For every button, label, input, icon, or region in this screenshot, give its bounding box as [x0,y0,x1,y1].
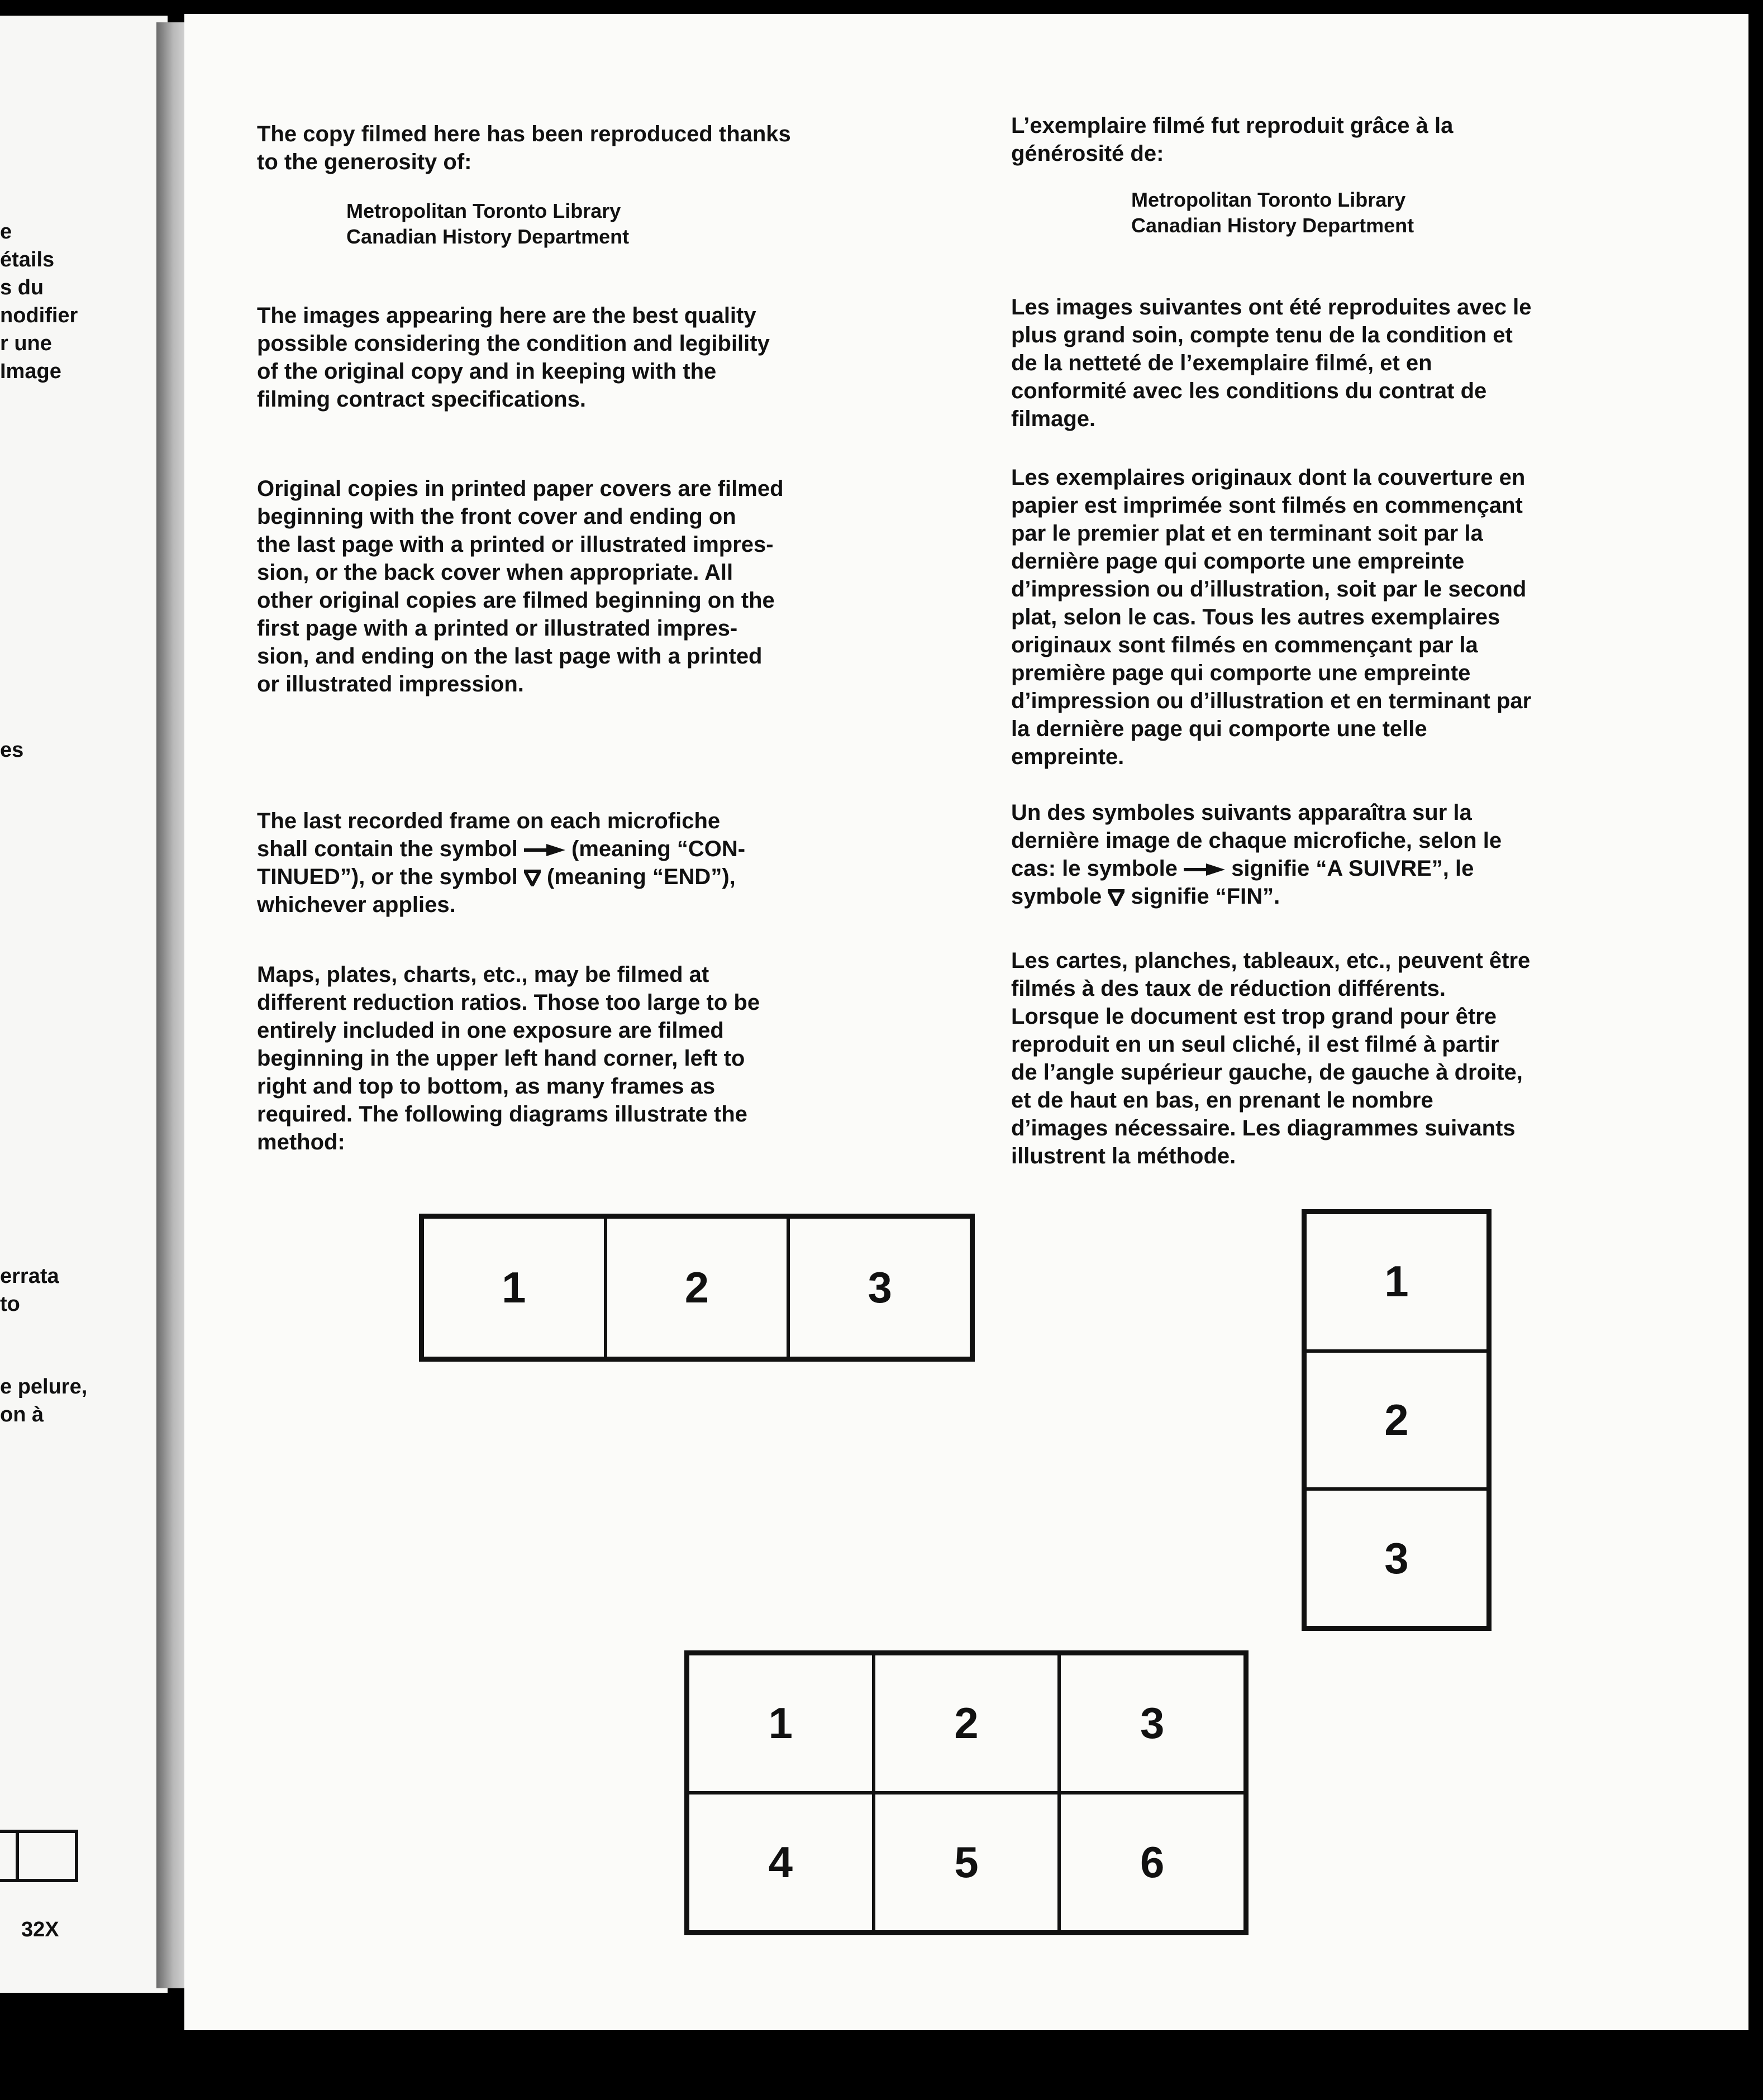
text-line: originaux sont filmés en commençant par la [1011,633,1478,657]
frame-cell: 2 [1305,1351,1488,1490]
french-originals-paragraph [1011,464,1531,771]
left-fragment-line: to [0,1292,20,1316]
text-span: shall contain the symbol [257,837,518,861]
text-line: whichever applies. [257,892,456,917]
text-line: dernière page qui comporte une empreinte [1011,549,1465,574]
text-line: la dernière page qui comporte une telle [1011,717,1427,741]
frame-cell: 4 [688,1793,874,1932]
english-originals-paragraph [257,475,784,698]
text-line [1011,855,1502,882]
text-line: plus grand soin, compte tenu de la condition et [1011,323,1513,347]
frame-cell: 1 [688,1654,874,1793]
left-fragment-line: on à [0,1403,44,1426]
text-line: L’exemplaire filmé fut reproduit grâce à la [1011,113,1454,138]
text-line: Metropolitan Toronto Library [1131,188,1406,211]
english-organization [346,198,629,250]
text-span: (meaning “CON- [571,837,746,861]
text-line: beginning in the upper left hand corner, left to [257,1046,745,1071]
left-fragment-line: e pelure, [0,1375,88,1399]
text-span: (meaning “END”), [546,865,736,889]
text-line [257,863,745,891]
text-line: to the generosity of: [257,150,472,174]
frame-cell: 5 [874,1793,1060,1932]
text-line: papier est imprimée sont filmés en commençant [1011,493,1523,518]
left-fragments-top [0,218,78,385]
text-line: d’images nécessaire. Les diagrammes suivants [1011,1116,1516,1140]
text-line: first page with a printed or illustrated impres- [257,616,738,641]
text-line: Un des symboles suivants apparaîtra sur la [1011,800,1472,825]
text-line: reproduit en un seul cliché, il est filmé à partir [1011,1032,1499,1057]
main-page [184,14,1748,2030]
end-triangle-icon [524,870,541,886]
text-line: The copy filmed here has been reproduced thanks [257,122,791,146]
text-span: signifie “A SUIVRE”, le [1231,856,1474,881]
english-quality-paragraph [257,302,770,413]
left-fragments-bottom [0,1373,87,1429]
text-line: Canadian History Department [346,225,630,248]
frame-cell: 3 [1059,1654,1245,1793]
reduction-label: 32X [21,1918,59,1941]
vertical-frames-diagram [1302,1209,1492,1631]
continued-arrow-icon [1184,862,1225,877]
left-fragment-line: étails [0,248,55,271]
text-line: sion, or the back cover when appropriate. All [257,560,733,585]
text-line: of the original copy and in keeping with the [257,359,717,384]
text-line: et de haut en bas, en prenant le nombre [1011,1088,1433,1113]
grid-frames-diagram [684,1650,1249,1935]
text-line: Les images suivantes ont été reproduites avec le [1011,295,1532,319]
continued-arrow-icon [524,843,565,857]
english-intro [257,120,791,176]
left-fragment-mid: es [0,738,24,762]
end-triangle-icon [1108,889,1124,906]
text-line: dernière image de chaque microfiche, selon le [1011,828,1502,853]
text-line: other original copies are filmed beginning on the [257,588,775,613]
left-fragment-line: e [0,220,12,244]
text-line: d’impression ou d’illustration et en terminant par [1011,689,1532,713]
english-maps-paragraph [257,961,760,1156]
horizontal-frames-diagram [419,1214,975,1362]
text-line: Les cartes, planches, tableaux, etc., peuvent être [1011,948,1531,973]
text-span: symbole [1011,884,1102,909]
text-line: de la netteté de l’exemplaire filmé, et en [1011,351,1432,375]
text-line: method: [257,1130,345,1154]
text-line: Les exemplaires originaux dont la couverture en [1011,465,1526,490]
text-line: The last recorded frame on each microfiche [257,809,721,833]
left-fragments-lower [0,1262,59,1318]
frame-cell: 2 [606,1217,789,1358]
text-span: TINUED”), or the symbol [257,865,518,889]
english-symbols-paragraph [257,807,745,919]
text-line: filmés à des taux de réduction différents. [1011,976,1446,1001]
french-intro [1011,112,1453,168]
left-fragment-line: s du [0,276,44,299]
text-line: par le premier plat et en terminant soit par la [1011,521,1483,546]
text-line: filmage. [1011,407,1096,431]
text-line: Original copies in printed paper covers are filmed [257,476,784,501]
text-line [1011,882,1502,910]
frame-cell: 1 [422,1217,606,1358]
text-line: right and top to bottom, as many frames as [257,1074,716,1099]
text-line: illustrent la méthode. [1011,1144,1236,1168]
frame-cell: 6 [1059,1793,1245,1932]
french-organization [1131,187,1414,238]
frame-cell: 2 [874,1654,1060,1793]
text-line: Maps, plates, charts, etc., may be filmed at [257,962,709,987]
text-line: de l’angle supérieur gauche, de gauche à droite, [1011,1060,1523,1085]
text-line [257,835,745,863]
text-line: the last page with a printed or illustrated impres- [257,532,774,557]
text-line: générosité de: [1011,141,1164,166]
left-fragment-line: Image [0,360,61,383]
text-line: The images appearing here are the best quality [257,303,756,328]
text-line: possible considering the condition and legibility [257,331,770,356]
left-fragment-line: errata [0,1264,59,1288]
french-maps-paragraph [1011,947,1530,1170]
text-line: d’impression ou d’illustration, soit par le second [1011,577,1527,602]
left-page-fragment [0,16,168,1993]
reduction-box [0,1830,78,1882]
french-symbols-paragraph [1011,799,1502,910]
text-line: conformité avec les conditions du contrat de [1011,379,1487,403]
text-span: signifie “FIN”. [1131,884,1280,909]
text-line: Lorsque le document est trop grand pour être [1011,1004,1497,1029]
text-line: Canadian History Department [1131,214,1414,237]
text-line: beginning with the front cover and ending on [257,504,736,529]
text-line: required. The following diagrams illustrate the [257,1102,747,1127]
text-line: plat, selon le cas. Tous les autres exemplaires [1011,605,1500,629]
french-quality-paragraph [1011,293,1531,433]
text-line: filming contract specifications. [257,387,587,412]
frame-cell: 1 [1305,1213,1488,1351]
text-span: cas: le symbole [1011,856,1178,881]
frame-cell: 3 [1305,1489,1488,1627]
text-line: première page qui comporte une empreinte [1011,661,1471,685]
text-line: sion, and ending on the last page with a printed [257,644,763,669]
text-line: different reduction ratios. Those too large to be [257,990,760,1015]
frame-cell: 3 [788,1217,971,1358]
text-line: Metropolitan Toronto Library [346,199,621,222]
text-line: empreinte. [1011,744,1124,769]
left-fragment-line: r une [0,332,52,355]
left-fragment-line: nodifier [0,304,78,327]
text-line: or illustrated impression. [257,672,524,696]
text-line: entirely included in one exposure are filmed [257,1018,724,1043]
